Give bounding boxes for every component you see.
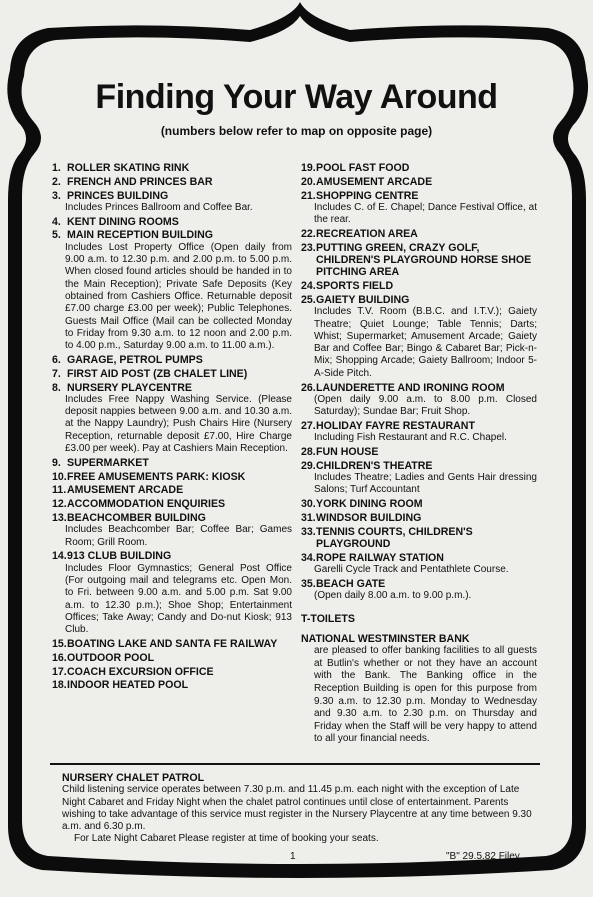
item-heading — [52, 354, 292, 366]
item-number: 7. — [52, 367, 61, 380]
item-number: 33. — [301, 525, 316, 538]
item-name: INDOOR HEATED POOL — [67, 679, 189, 692]
list-item — [301, 446, 537, 458]
item-name: GAIETY BUILDING — [316, 293, 410, 306]
list-item — [52, 190, 292, 215]
item-name: POOL FAST FOOD — [316, 162, 410, 174]
item-heading — [301, 190, 537, 202]
list-item — [52, 457, 292, 469]
item-number: 26. — [301, 381, 316, 394]
item-details: (Open daily 8.00 a.m. to 9.00 p.m.). — [314, 590, 472, 602]
bank-title: NATIONAL WESTMINSTER BANK — [301, 632, 470, 645]
item-heading — [52, 484, 292, 496]
item-name: FUN HOUSE — [316, 446, 379, 459]
right-column — [301, 162, 537, 746]
item-number: 4. — [52, 215, 61, 228]
item-details: Includes Princes Ballroom and Coffee Bar. — [65, 201, 253, 213]
item-name: WINDSOR BUILDING — [316, 512, 422, 525]
item-name: MAIN RECEPTION BUILDING — [67, 229, 213, 242]
list-item — [301, 420, 537, 445]
patrol-note: For Late Night Cabaret Please register at time of booking your seats. — [74, 833, 379, 845]
item-heading — [301, 446, 537, 458]
item-name: ROLLER SKATING RINK — [67, 162, 190, 174]
item-heading — [301, 526, 537, 551]
item-heading — [301, 242, 537, 279]
item-heading — [301, 420, 537, 432]
item-number: 34. — [301, 551, 316, 564]
item-name: HOLIDAY FAYRE RESTAURANT — [316, 419, 475, 432]
item-name: FRENCH AND PRINCES BAR — [67, 175, 213, 188]
item-name: SUPERMARKET — [67, 456, 149, 469]
item-name: TENNIS COURTS, CHILDREN'S PLAYGROUND — [316, 525, 473, 551]
item-heading — [52, 471, 292, 483]
list-item — [52, 512, 292, 549]
item-number: 28. — [301, 446, 316, 459]
patrol-body: Child listening service operates between 7.30 p.m. and 11.45 p.m. each night with the exception of Late Night Cabaret and Friday Night when the chalet patrol continues until close of entertainment. Parents wishing to take advantage of this service must register in the Nursery Playcentre at any time between 9.30 a.m. and 6.30 p.m. — [62, 784, 532, 833]
list-item — [301, 280, 537, 292]
list-item — [52, 679, 292, 691]
item-heading — [52, 550, 292, 562]
list-item — [52, 216, 292, 228]
item-details: Includes Beachcomber Bar; Coffee Bar; Games Room; Grill Room. — [65, 524, 292, 548]
item-number: 21. — [301, 189, 316, 202]
item-name: FIRST AID POST (ZB CHALET LINE) — [67, 367, 248, 380]
item-number: 18. — [52, 679, 67, 692]
item-details: Includes Theatre; Ladies and Gents Hair dressing Salons; Turf Accountant — [314, 472, 537, 496]
list-item — [52, 666, 292, 678]
item-number: 12. — [52, 498, 67, 511]
item-name: YORK DINING ROOM — [316, 498, 423, 511]
item-number: 30. — [301, 498, 316, 511]
list-item — [52, 550, 292, 636]
item-name: BOATING LAKE AND SANTA FE RAILWAY — [67, 637, 278, 650]
item-name: BEACHCOMBER BUILDING — [67, 512, 206, 525]
item-number: 3. — [52, 189, 61, 202]
item-details: (Open daily 9.00 a.m. to 8.00 p.m. Closed Saturday); Sundae Bar; Fruit Shop. — [314, 393, 537, 418]
list-item — [301, 460, 537, 497]
item-heading — [52, 216, 292, 228]
item-heading — [52, 457, 292, 469]
bank-body: are pleased to offer banking facilities to all guests at Butlin's whether or not they have an account with the Bank. The Banking office in the Reception Building is open for this purpose from 9.30 a.m. to 12.30 p.m. Monday to Wednesday and 9.30 a.m. to 2.30 p.m. on Thursday and Friday when the Staff will be very happy to attend to all your financial needs. — [314, 645, 537, 745]
item-heading — [301, 294, 537, 306]
list-item — [301, 228, 537, 240]
patrol-title: NURSERY CHALET PATROL — [62, 772, 205, 784]
item-name: COACH EXCURSION OFFICE — [67, 665, 214, 678]
item-name: AMUSEMENT ARCADE — [316, 175, 433, 188]
item-heading — [52, 638, 292, 650]
list-item — [52, 368, 292, 380]
item-number: 9. — [52, 456, 61, 469]
list-item — [52, 229, 292, 352]
list-item — [301, 294, 537, 380]
item-details: Includes T.V. Room (B.B.C. and I.T.V.); Gaiety Theatre; Quiet Lounge; Table Tennis; Darts; Whist; Supermarket; Amusement Arcade; Gaiety Bar and Coffee Bar; Bingo & Cabaret Bar; Pick-n-Mix; Shopping Arcade; Gaiety Ballroom; Indoor 5-A-Side Pitch. — [314, 306, 537, 379]
item-name: RECREATION AREA — [316, 227, 418, 240]
item-name: FREE AMUSEMENTS PARK: KIOSK — [67, 470, 246, 483]
item-number: 2. — [52, 175, 61, 188]
nursery-patrol-notice — [62, 772, 532, 846]
item-name: ROPE RAILWAY STATION — [316, 551, 444, 564]
list-item — [301, 578, 537, 603]
item-name: CHILDREN'S THEATRE — [316, 459, 433, 472]
item-heading — [301, 280, 537, 292]
item-details: Includes Floor Gymnastics; General Post Office (For outgoing mail and telegrams etc. Open Mon. to Fri. between 9.00 a.m. and 5.00 p.m. Sat 9.00 a.m. to 12.30 p.m.); Shoe Shop; Entertainment Offices; Take Away; Candy and Do-nut Kiosk; 913 Club. — [65, 562, 292, 636]
footer-reference: "B" 29.5.82 Filey — [446, 851, 520, 862]
item-heading — [52, 498, 292, 510]
list-item — [52, 638, 292, 650]
item-name: SPORTS FIELD — [316, 280, 394, 293]
item-name: SHOPPING CENTRE — [316, 189, 419, 202]
item-name: ACCOMMODATION ENQUIRIES — [67, 498, 226, 511]
page-number: 1 — [290, 851, 296, 862]
item-number: 8. — [52, 381, 61, 394]
item-number: 17. — [52, 665, 67, 678]
item-name: 913 CLUB BUILDING — [67, 550, 172, 563]
list-item — [301, 552, 537, 577]
item-heading — [301, 176, 537, 188]
item-heading — [301, 228, 537, 240]
item-heading — [52, 176, 292, 188]
list-item — [52, 484, 292, 496]
item-number: 27. — [301, 419, 316, 432]
list-item — [301, 382, 537, 419]
item-number: 19. — [301, 162, 316, 174]
list-item — [301, 526, 537, 551]
item-heading — [52, 229, 292, 241]
item-number: 14. — [52, 550, 67, 563]
item-details: Including Fish Restaurant and R.C. Chapel. — [314, 432, 507, 444]
item-name: NURSERY PLAYCENTRE — [67, 381, 192, 394]
item-details: Includes C. of E. Chapel; Dance Festival Office, at the rear. — [314, 201, 537, 226]
item-number: 1. — [52, 162, 61, 174]
item-number: 15. — [52, 637, 67, 650]
item-number: 6. — [52, 353, 61, 366]
item-name: KENT DINING ROOMS — [67, 215, 179, 228]
item-heading — [52, 679, 292, 691]
item-name: OUTDOOR POOL — [67, 651, 155, 664]
item-heading — [301, 512, 537, 524]
item-heading — [301, 460, 537, 472]
bank-notice — [301, 633, 537, 746]
list-item — [301, 242, 537, 279]
list-item — [301, 176, 537, 188]
item-number: 10. — [52, 470, 67, 483]
item-name: PUTTING GREEN, CRAZY GOLF, CHILDREN'S PLAYGROUND HORSE SHOE PITCHING AREA — [316, 241, 532, 279]
item-heading — [52, 190, 292, 202]
item-number: 5. — [52, 229, 61, 242]
right-entries — [301, 162, 537, 603]
item-number: 13. — [52, 512, 67, 525]
item-number: 16. — [52, 651, 67, 664]
list-item — [52, 382, 292, 456]
item-number: 23. — [301, 241, 316, 254]
item-name: AMUSEMENT ARCADE — [67, 484, 184, 497]
item-heading — [301, 162, 537, 174]
item-name: LAUNDERETTE AND IRONING ROOM — [316, 381, 505, 394]
item-heading — [52, 382, 292, 394]
list-item — [301, 190, 537, 227]
item-number: 20. — [301, 175, 316, 188]
item-details: Garelli Cycle Track and Pentathlete Course. — [314, 564, 509, 576]
item-name: PRINCES BUILDING — [67, 189, 169, 202]
list-item — [301, 498, 537, 510]
item-details: Includes Free Nappy Washing Service. (Please deposit nappies between 9.00 a.m. and 10.30 a.m. at the Nappy Laundry); Push Chairs Hire (Nursery Reception, returnable deposit £7.00, Hire Charge £3.00 per week). Pay at Cashiers Main Reception. — [65, 393, 292, 455]
item-name: BEACH GATE — [316, 578, 386, 590]
page-subtitle: (numbers below refer to map on opposite page) — [160, 124, 433, 138]
item-number: 29. — [301, 459, 316, 472]
item-number: 11. — [52, 484, 67, 497]
list-item — [52, 354, 292, 366]
list-item — [52, 471, 292, 483]
item-heading — [52, 368, 292, 380]
divider — [50, 763, 540, 765]
list-item — [301, 512, 537, 524]
item-number: 25. — [301, 293, 316, 306]
item-heading — [52, 512, 292, 524]
toilets-label: T-TOILETS — [301, 612, 355, 625]
item-number: 22. — [301, 227, 316, 240]
item-name: GARAGE, PETROL PUMPS — [67, 353, 203, 366]
item-heading — [301, 498, 537, 510]
item-heading — [52, 666, 292, 678]
list-item — [52, 162, 292, 174]
item-details: Includes Lost Property Office (Open daily from 9.00 a.m. to 12.30 p.m. and 2.00 p.m. to 5.00 p.m. When closed found articles should be handed in to the Main Reception); Private Safe Deposits (Key obtained from Cashiers Office. Returnable deposit £7.00 charge £3.00 per week); Public Telephones. Guests Mail Office (Mail can be collected Monday to Friday from 9.30 a.m. to 12 noon and 2.00 p.m. to 4.00 p.m., Saturday 9.00 a.m. to 11.00 a.m.). — [65, 241, 292, 352]
item-heading — [52, 652, 292, 664]
item-heading — [52, 162, 292, 174]
page-title: Finding Your Way Around — [95, 78, 498, 116]
item-heading — [301, 382, 537, 394]
list-item — [52, 652, 292, 664]
item-number: 35. — [301, 578, 316, 590]
item-heading — [301, 578, 537, 590]
list-item — [52, 176, 292, 188]
list-item — [301, 162, 537, 174]
item-number: 24. — [301, 280, 316, 293]
left-column — [52, 162, 292, 693]
item-heading — [301, 552, 537, 564]
list-item — [52, 498, 292, 510]
item-number: 31. — [301, 512, 316, 525]
